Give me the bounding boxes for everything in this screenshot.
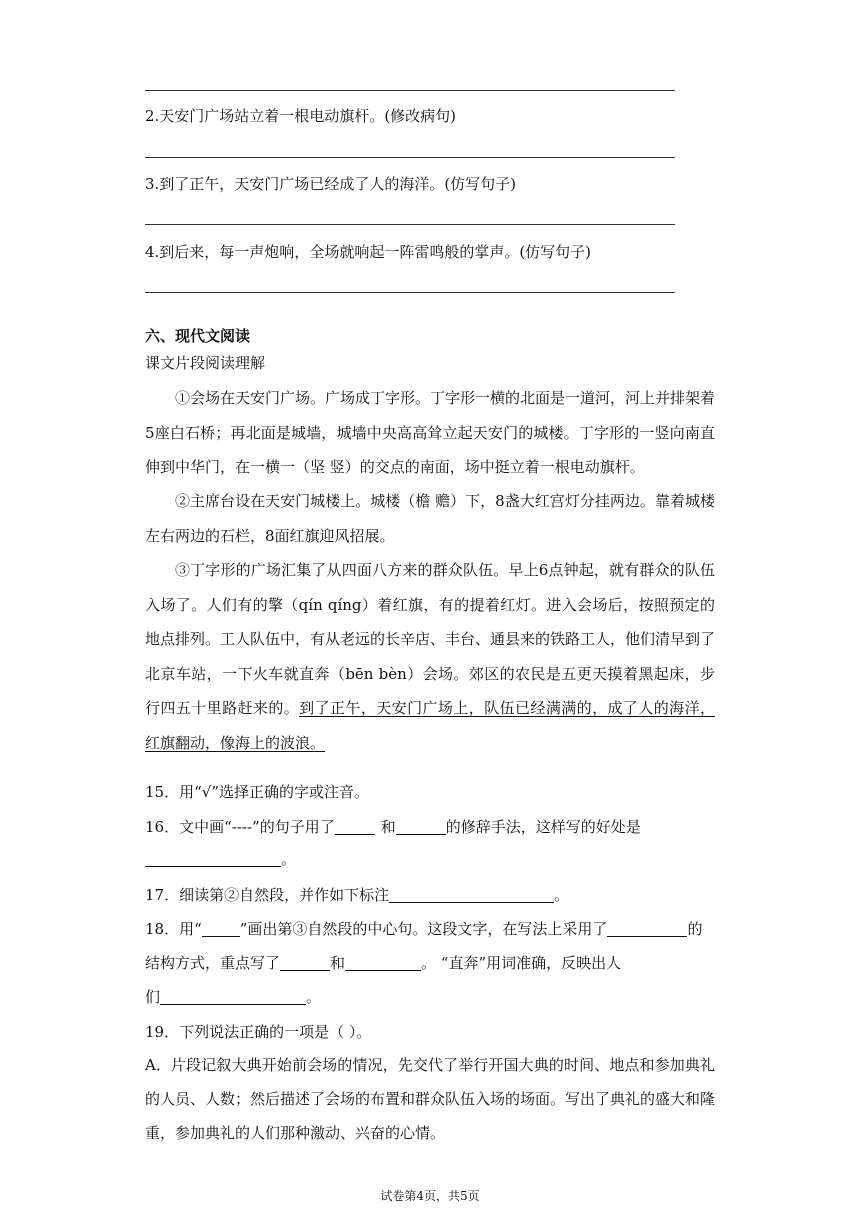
blank-18-4[interactable] [345,954,421,971]
blank-17[interactable] [389,886,554,903]
question-17-text: 17．细读第②自然段，并作如下标注 [145,886,390,904]
question-16-end: 。 [281,850,297,868]
question-18-line-2 [145,953,715,973]
answer-line-1[interactable] [145,90,675,91]
blank-18-1[interactable] [202,920,240,937]
passage-paragraph-1: ①会场在天安门广场。广场成丁字形。丁字形一横的北面是一道河，河上并排架着5座白石桥；再北面是城墙，城墙中央高高耸立起天安门的城楼。丁字形的一竖向南直伸到中华门，在一横一（坚 竖）的交点的南面，场中挺立着一根电动旗杆。 [145,389,716,476]
question-16-line-2 [145,849,715,869]
exercise-2: 2.天安门广场站立着一根电动旗杆。(修改病句) [145,107,457,125]
exercise-4: 4.到后来，每一声炮响，全场就响起一阵雷鸣般的掌声。(仿写句子) [145,243,592,261]
answer-line-4[interactable] [145,292,675,293]
question-17-end: 。 [554,886,570,904]
blank-18-2[interactable] [607,920,687,937]
question-18-text-g: 们 [145,988,161,1006]
question-16 [145,817,715,837]
question-17 [145,885,715,905]
question-18-end: 。 [306,988,322,1006]
blank-18-3[interactable] [280,954,330,971]
exercise-3: 3.到了正午，天安门广场已经成了人的海洋。(仿写句子) [145,175,517,193]
question-19: 19．下列说法正确的一项是（ ）。 [145,1023,372,1041]
question-15: 15．用“√”选择正确的字或注音。 [145,783,369,801]
answer-line-3[interactable] [145,224,675,225]
underlined-sentence: 到了正午，天安门广场上，队伍已经满满的，成了人的海洋，红旗翻动，像海上的波浪。 [145,699,715,752]
passage-paragraph-2: ②主席台设在天安门城楼上。城楼（檐 赡）下，8盏大红宫灯分挂两边。靠着城楼左右两边的石栏，8面红旗迎风招展。 [145,492,715,545]
passage-paragraph-3 [145,553,715,760]
answer-line-2[interactable] [145,157,675,158]
paragraph-3-text: ③丁字形的广场汇集了从四面八方来的群众队伍。早上6点钟起，就有群众的队伍入场了。人们有的擎（qín qíng）着红旗，有的提着红灯。进入会场后，按照预定的地点排列。工人队伍中，有从老远的长辛店、丰台、通县来的铁路工人，他们清早到了北京车站，一下火车就直奔（bēn bèn）会场。郊区的农民是五更天摸着黑起床，步行四五十里路赶来的。 [145,561,716,717]
question-18-text-c: 的 [687,920,703,938]
question-18-text-d: 结构方式，重点写了 [145,954,281,972]
blank-16-3[interactable] [145,850,281,867]
question-18-text-e: 和 [330,954,346,972]
section-title: 六、现代文阅读 [145,327,251,345]
section-subtitle: 课文片段阅读理解 [145,354,266,372]
blank-16-1[interactable] [335,818,375,835]
question-18-text-b: ”画出第③自然段的中心句。这段文字，在写法上采用了 [239,920,608,938]
question-18-text-a: 18．用“ [145,920,202,938]
blank-18-5[interactable] [160,988,306,1005]
question-19-option-a[interactable]: A．片段记叙大典开始前会场的情况，先交代了举行开国大典的时间、地点和参加典礼的人员、人数；然后描述了会场的布置和群众队伍入场的场面。写出了典礼的盛大和隆重，参加典礼的人们那种激动、兴奋的心情。 [145,1056,716,1142]
blank-16-2[interactable] [396,818,446,835]
question-18 [145,919,715,939]
question-16-text-b: 和 [380,818,396,836]
question-16-text-c: 的修辞手法，这样写的好处是 [445,818,641,836]
question-18-text-f: 。 “直奔”用词准确，反映出人 [421,954,622,972]
page-footer: 试卷第4页，共5页 [380,1189,480,1203]
question-18-line-3 [145,987,715,1007]
question-16-text-a: 16．文中画“----”的句子用了 [145,818,335,836]
